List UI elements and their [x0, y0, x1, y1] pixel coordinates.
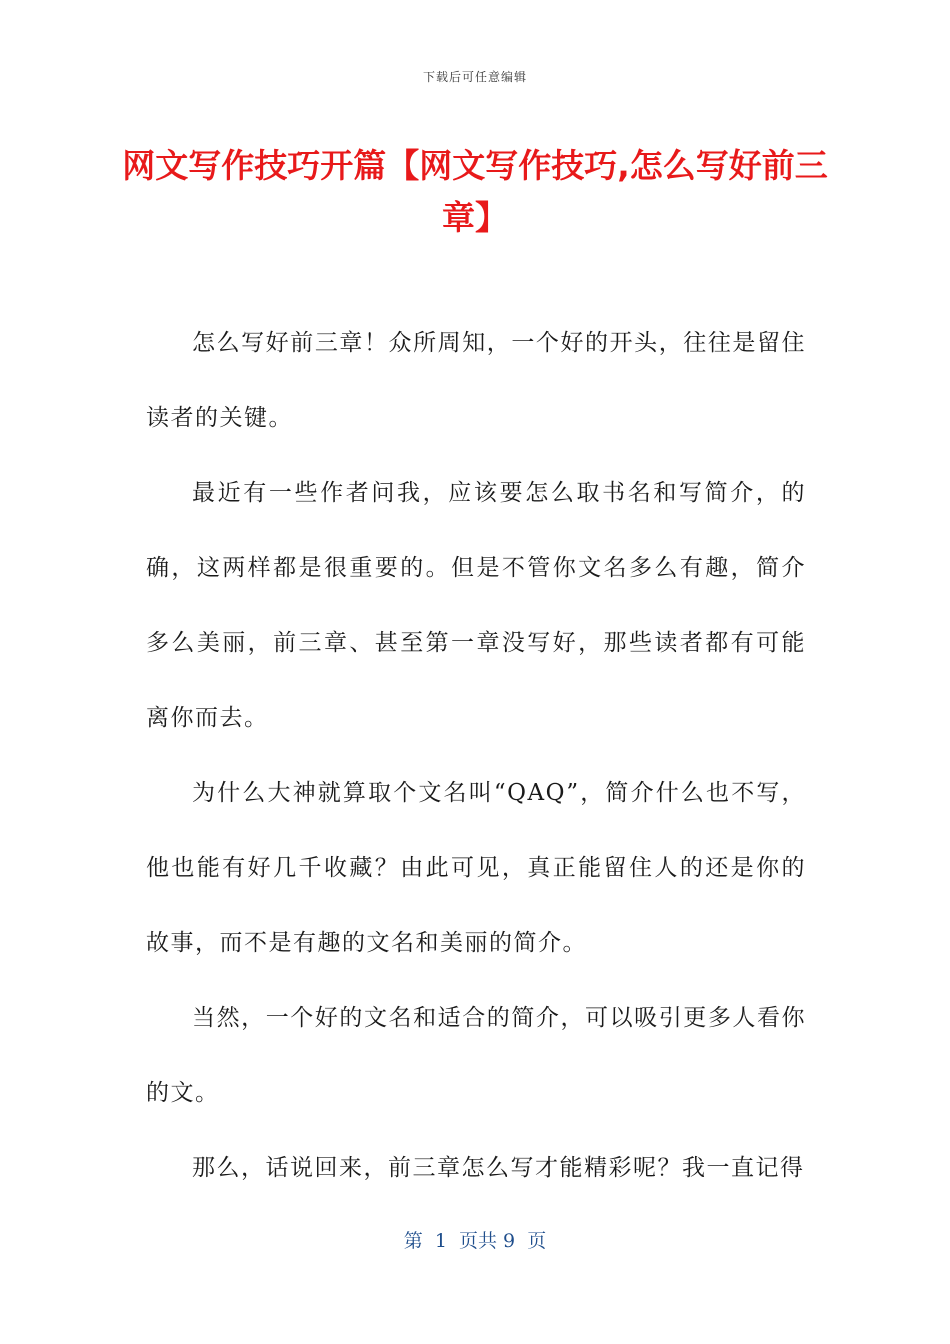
paragraph: 怎么写好前三章！众所周知，一个好的开头，往往是留住读者的关键。 — [146, 330, 806, 431]
page-number: 第 1 页共 9 页 — [403, 1230, 547, 1252]
paragraph: 为什么大神就算取个文名叫“QAQ”，简介什么也不写，他也能有好几千收藏？由此可见，真正能留住人的还是你的故事，而不是有趣的文名和美丽的简介。 — [146, 780, 806, 956]
document-title: 网文写作技巧开篇【网文写作技巧,怎么写好前三章】 — [122, 146, 828, 237]
body-section-2 — [146, 756, 806, 1206]
paragraph: 那么，话说回来，前三章怎么写才能精彩呢？我一直记得 — [192, 1155, 805, 1181]
body-section-1 — [146, 306, 806, 756]
paragraph: 当然，一个好的文名和适合的简介，可以吸引更多人看你的文。 — [146, 1005, 806, 1106]
paragraph: 最近有一些作者问我，应该要怎么取书名和写简介，的确，这两样都是很重要的。但是不管你文名多么有趣，简介多么美丽，前三章、甚至第一章没写好，那些读者都有可能离你而去。 — [146, 480, 806, 731]
header-note: 下载后可任意编辑 — [422, 70, 527, 84]
